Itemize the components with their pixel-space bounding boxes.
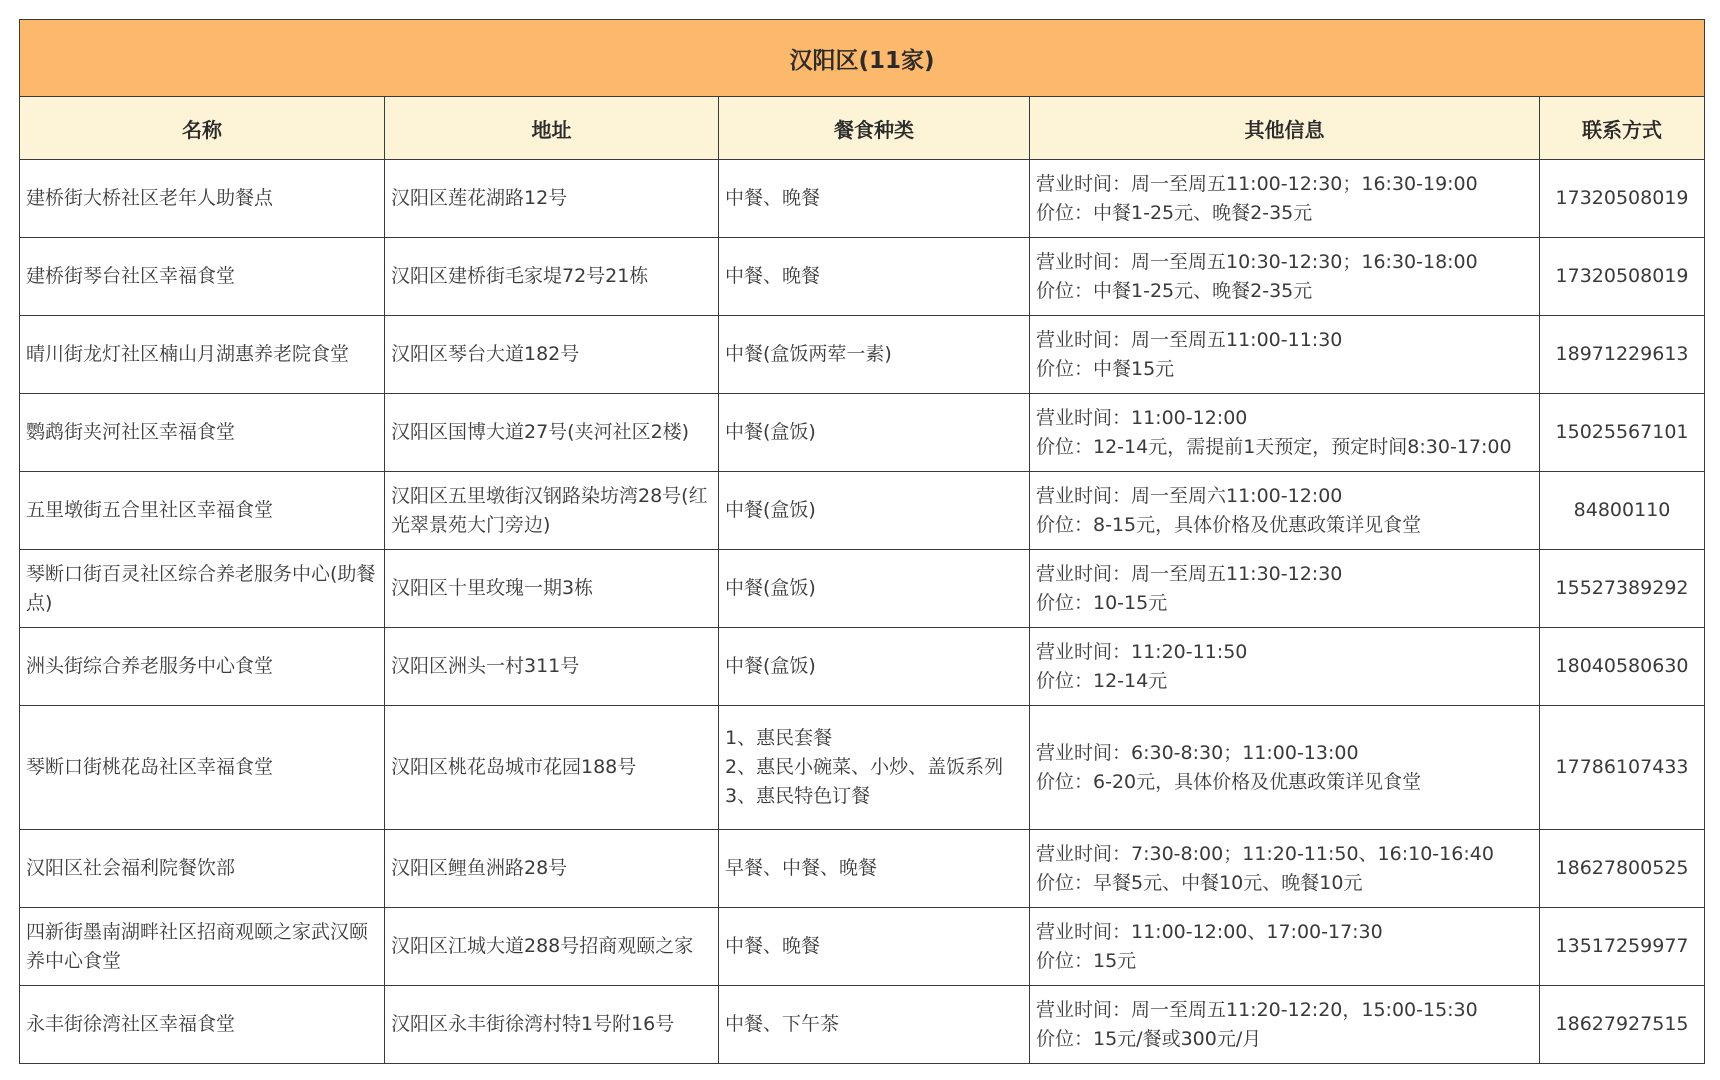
cell-info-line: 营业时间：11:00-12:00、17:00-17:30 (1036, 920, 1383, 943)
cell-phone: 18040580630 (1540, 628, 1705, 706)
cell-phone: 17320508019 (1540, 160, 1705, 238)
cell-info (1030, 706, 1540, 830)
table-row (20, 706, 1705, 830)
cell-name: 四新街墨南湖畔社区招商观颐之家武汉颐养中心食堂 (20, 908, 385, 986)
cell-meal-line: 中餐(盒饭) (725, 655, 816, 677)
cell-meal-line: 中餐、下午茶 (725, 1013, 840, 1035)
cell-info-line: 价位：8-15元，具体价格及优惠政策详见食堂 (1036, 513, 1422, 536)
cell-info-line: 营业时间：7:30-8:00；11:20-11:50、16:10-16:40 (1036, 842, 1494, 865)
cell-meal (719, 830, 1030, 908)
cell-phone: 13517259977 (1540, 908, 1705, 986)
cell-address: 汉阳区洲头一村311号 (385, 628, 719, 706)
table-row (20, 550, 1705, 628)
cell-info-line: 营业时间：11:20-11:50 (1036, 640, 1248, 663)
cell-meal-line: 1、惠民套餐 (725, 727, 833, 749)
cell-phone: 18627800525 (1540, 830, 1705, 908)
column-header-info: 其他信息 (1030, 97, 1540, 160)
cell-name: 五里墩街五合里社区幸福食堂 (20, 472, 385, 550)
table-row (20, 316, 1705, 394)
cell-name: 建桥街大桥社区老年人助餐点 (20, 160, 385, 238)
cell-address: 汉阳区江城大道288号招商观颐之家 (385, 908, 719, 986)
table-row (20, 238, 1705, 316)
table-row (20, 986, 1705, 1064)
cell-meal (719, 160, 1030, 238)
cell-meal-line: 3、惠民特色订餐 (725, 785, 871, 807)
cell-info-line: 价位：中餐1-25元、晚餐2-35元 (1036, 201, 1313, 224)
table-row (20, 472, 1705, 550)
cell-meal (719, 394, 1030, 472)
cell-info (1030, 238, 1540, 316)
cell-info-line: 营业时间：周一至周五11:00-11:30 (1036, 328, 1343, 351)
cell-address: 汉阳区桃花岛城市花园188号 (385, 706, 719, 830)
cell-info-line: 价位：中餐15元 (1036, 357, 1175, 380)
cell-info (1030, 472, 1540, 550)
cell-info-line: 价位：12-14元 (1036, 669, 1168, 692)
cell-address: 汉阳区琴台大道182号 (385, 316, 719, 394)
cell-info-line: 价位：12-14元，需提前1天预定，预定时间8:30-17:00 (1036, 435, 1512, 458)
cell-info-line: 营业时间：6:30-8:30；11:00-13:00 (1036, 741, 1359, 764)
canteen-table-container (19, 19, 1704, 1064)
cell-phone: 17320508019 (1540, 238, 1705, 316)
cell-meal-line: 中餐(盒饭) (725, 499, 816, 521)
cell-info-line: 价位：15元/餐或300元/月 (1036, 1027, 1262, 1050)
cell-meal (719, 908, 1030, 986)
cell-info (1030, 550, 1540, 628)
cell-info (1030, 160, 1540, 238)
cell-meal-line: 中餐、晚餐 (725, 265, 821, 287)
cell-meal (719, 316, 1030, 394)
cell-name: 琴断口街桃花岛社区幸福食堂 (20, 706, 385, 830)
cell-meal-line: 中餐、晚餐 (725, 187, 821, 209)
cell-info-line: 价位：早餐5元、中餐10元、晚餐10元 (1036, 871, 1363, 894)
cell-address: 汉阳区鲤鱼洲路28号 (385, 830, 719, 908)
cell-phone: 84800110 (1540, 472, 1705, 550)
cell-info-line: 营业时间：周一至周五11:30-12:30 (1036, 562, 1343, 585)
cell-meal-line: 2、惠民小碗菜、小炒、盖饭系列 (725, 756, 1004, 778)
cell-info-line: 价位：10-15元 (1036, 591, 1168, 614)
cell-name: 永丰街徐湾社区幸福食堂 (20, 986, 385, 1064)
cell-meal-line: 中餐(盒饭) (725, 577, 816, 599)
cell-address: 汉阳区建桥街毛家堤72号21栋 (385, 238, 719, 316)
cell-meal (719, 628, 1030, 706)
cell-phone: 15527389292 (1540, 550, 1705, 628)
column-header-phone: 联系方式 (1540, 97, 1705, 160)
cell-name: 琴断口街百灵社区综合养老服务中心(助餐点) (20, 550, 385, 628)
table-row (20, 628, 1705, 706)
cell-name: 鹦鹉街夹河社区幸福食堂 (20, 394, 385, 472)
cell-phone: 18627927515 (1540, 986, 1705, 1064)
cell-phone: 18971229613 (1540, 316, 1705, 394)
column-header-meal: 餐食种类 (719, 97, 1030, 160)
table-row (20, 394, 1705, 472)
cell-meal (719, 986, 1030, 1064)
cell-info-line: 营业时间：周一至周五11:20-12:20，15:00-15:30 (1036, 998, 1478, 1021)
cell-info-line: 营业时间：周一至周五10:30-12:30；16:30-18:00 (1036, 250, 1478, 273)
cell-meal (719, 550, 1030, 628)
cell-name: 建桥街琴台社区幸福食堂 (20, 238, 385, 316)
table-title: 汉阳区(11家) (20, 20, 1705, 97)
cell-info (1030, 908, 1540, 986)
cell-info (1030, 628, 1540, 706)
cell-address: 汉阳区国博大道27号(夹河社区2楼) (385, 394, 719, 472)
column-header-name: 名称 (20, 97, 385, 160)
cell-address: 汉阳区五里墩街汉钢路染坊湾28号(红光翠景苑大门旁边) (385, 472, 719, 550)
cell-meal (719, 706, 1030, 830)
cell-info (1030, 986, 1540, 1064)
cell-address: 汉阳区永丰街徐湾村特1号附16号 (385, 986, 719, 1064)
cell-info (1030, 316, 1540, 394)
cell-name: 洲头街综合养老服务中心食堂 (20, 628, 385, 706)
cell-info-line: 价位：6-20元，具体价格及优惠政策详见食堂 (1036, 770, 1422, 793)
cell-info (1030, 830, 1540, 908)
cell-info-line: 营业时间：11:00-12:00 (1036, 406, 1248, 429)
column-header-address: 地址 (385, 97, 719, 160)
cell-meal-line: 中餐(盒饭两荤一素) (725, 343, 892, 365)
cell-meal-line: 中餐(盒饭) (725, 421, 816, 443)
cell-name: 晴川街龙灯社区楠山月湖惠养老院食堂 (20, 316, 385, 394)
cell-address: 汉阳区莲花湖路12号 (385, 160, 719, 238)
header-row (20, 97, 1705, 160)
cell-info (1030, 394, 1540, 472)
table-row (20, 908, 1705, 986)
table-row (20, 160, 1705, 238)
cell-meal-line: 早餐、中餐、晚餐 (725, 857, 878, 879)
cell-meal-line: 中餐、晚餐 (725, 935, 821, 957)
cell-info-line: 营业时间：周一至周六11:00-12:00 (1036, 484, 1343, 507)
cell-name: 汉阳区社会福利院餐饮部 (20, 830, 385, 908)
cell-meal (719, 472, 1030, 550)
table-body (20, 160, 1705, 1064)
cell-info-line: 营业时间：周一至周五11:00-12:30；16:30-19:00 (1036, 172, 1478, 195)
cell-address: 汉阳区十里玫瑰一期3栋 (385, 550, 719, 628)
cell-phone: 17786107433 (1540, 706, 1705, 830)
cell-info-line: 价位：中餐1-25元、晚餐2-35元 (1036, 279, 1313, 302)
cell-info-line: 价位：15元 (1036, 949, 1137, 972)
canteen-table (19, 19, 1705, 1064)
table-row (20, 830, 1705, 908)
cell-meal (719, 238, 1030, 316)
cell-phone: 15025567101 (1540, 394, 1705, 472)
